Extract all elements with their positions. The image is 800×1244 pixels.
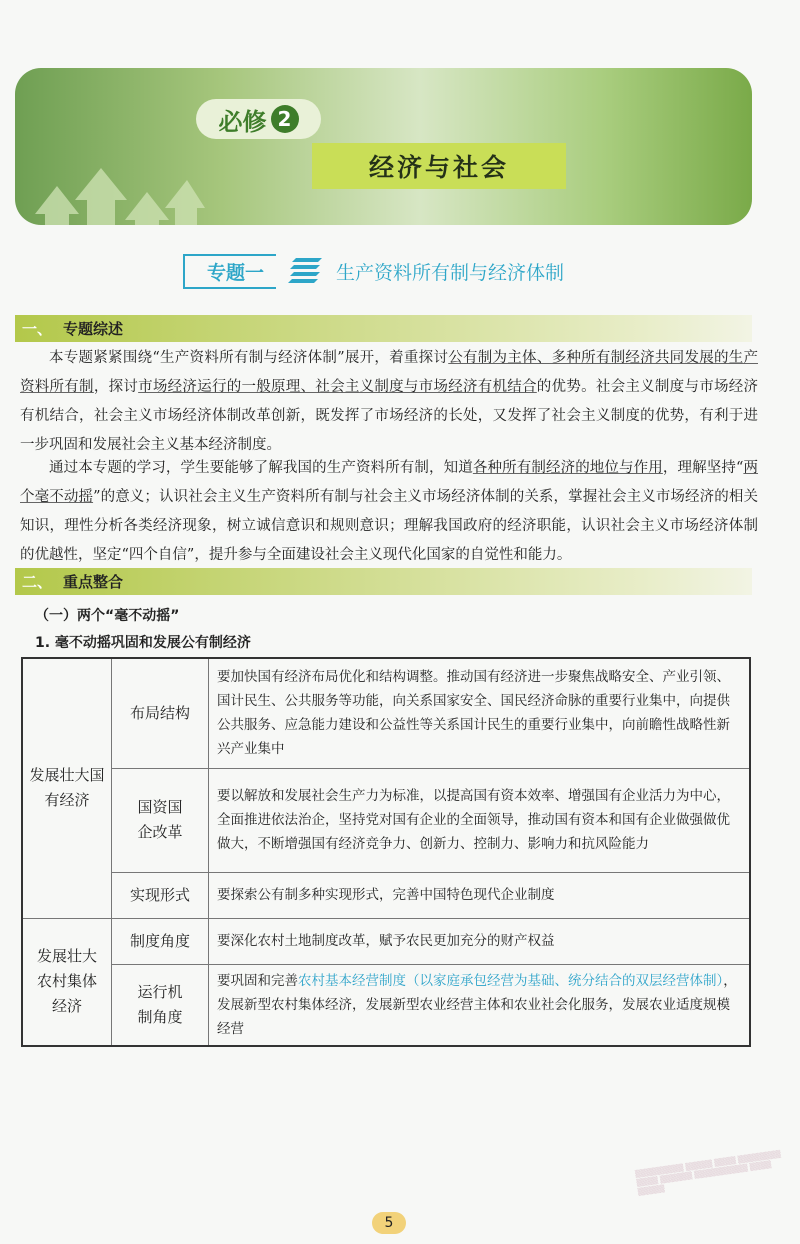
- badge-text: 必修: [218, 107, 267, 136]
- section-heading-overview: [15, 315, 752, 342]
- underlined-text: 两个毫不动摇: [20, 460, 759, 505]
- topic-title: 生产资料所有制与经济体制: [336, 261, 565, 284]
- underlined-text: 各种所有制经济的地位与作用: [472, 460, 663, 476]
- topic-label: 专题一: [183, 254, 276, 289]
- highlighted-text: 农村基本经营制度（以家庭承包经营为基础、统分结合的双层经营体制）: [298, 972, 724, 989]
- section-number: 二、: [21, 573, 52, 591]
- chapter-title: 经济与社会: [312, 143, 566, 189]
- text-run: 本专题紧紧围绕“生产资料所有制与经济体制”展开，着重探讨: [49, 350, 449, 366]
- aspect-cell: [112, 964, 209, 1046]
- text-run: 的优势。社会主义制度与市场经济有机结合，社会主义市场经济体制改革创新，既发挥了市场经济的长处，又发挥了社会主义制度的优势，有利于进一步巩固和发展社会主义基本经济制度。: [20, 379, 759, 453]
- subheading-two-unwavering: （一）两个“毫不动摇”: [35, 608, 180, 624]
- table-row: [22, 964, 750, 1046]
- underlined-text: 市场经济运行的一般原理、社会主义制度与市场经济有机结合: [138, 379, 537, 395]
- public-ownership-table: [21, 657, 751, 1047]
- section-number: 一、: [21, 320, 52, 338]
- table-row: [22, 918, 750, 964]
- faint-stamp-decoration: ▒▒▒▒▒▒▒▒▒ ▒▒▒▒▒ ▒▒▒▒ ▒▒▒▒▒▒▒▒ ▒▒▒▒ ▒▒▒▒▒▒ ▒▒▒▒▒▒▒▒▒▒ ▒▒▒▒ ▒▒▒▒▒: [634, 1150, 782, 1197]
- aspect-label: 运行机制角度: [137, 982, 183, 1026]
- content-cell: 要以解放和发展社会生产力为标准，以提高国有资本效率、增强国有企业活力为中心，全面推进依法治企，坚持党对国有企业的全面领导，推动国有资本和国有企业做强做优做大，不断增强国有经济竞争力、创新力、控制力、影响力和抗风险能力: [209, 768, 751, 872]
- table-row: [22, 768, 750, 872]
- text-run: 要巩固和完善: [217, 972, 298, 989]
- content-cell: [209, 964, 751, 1046]
- content-cell: 要深化农村土地制度改革，赋予农民更加充分的财产权益: [209, 918, 751, 964]
- topic-header: [183, 254, 603, 288]
- category-cell: 发展壮大国有经济: [22, 658, 112, 918]
- aspect-cell: 制度角度: [112, 918, 209, 964]
- table-row: [22, 872, 750, 918]
- section-title: 重点整合: [63, 573, 124, 591]
- overview-paragraph-1: [20, 344, 758, 460]
- text-run: ”的意义；认识社会主义生产资料所有制与社会主义市场经济体制的关系，掌握社会主义市场经济的相关知识，理性分析各类经济现象，树立诚信意识和规则意识；理解我国政府的经济职能，认识社会主义市场经济体制的优越性，坚定“四个自信”，提升参与全面建设社会主义现代化国家的自觉性和能力。: [20, 489, 758, 563]
- aspect-cell: 布局结构: [112, 658, 209, 768]
- badge-number: 2: [271, 105, 299, 133]
- text-run: ，理解坚持“: [662, 460, 744, 476]
- content-cell: 要加快国有经济布局优化和结构调整。推动国有经济进一步聚焦战略安全、产业引领、国计民生、公共服务等功能，向关系国家安全、国民经济命脉的重要行业集中，向提供公共服务、应急能力建设和公益性等关系国计民生的重要行业集中，向前瞻性战略性新兴产业集中: [209, 658, 751, 768]
- text-run: ，探讨: [93, 379, 139, 395]
- aspect-label: 国资国企改革: [137, 798, 183, 841]
- text-run: ，发展新型农村集体经济，发展新型农业经营主体和农业社会化服务，发展农业适度规模经营: [217, 972, 737, 1037]
- category-cell: [22, 918, 112, 1046]
- aspect-cell: [112, 768, 209, 872]
- stacked-lines-icon: [288, 256, 324, 286]
- content-cell: 要探索公有制多种实现形式，完善中国特色现代企业制度: [209, 872, 751, 918]
- subheading-public-ownership: 1. 毫不动摇巩固和发展公有制经济: [35, 635, 251, 651]
- table-row: [22, 658, 750, 768]
- course-badge: [196, 99, 321, 139]
- underlined-text: 公有制为主体、多种所有制经济共同发展的生产资料所有制: [20, 350, 758, 395]
- arrows-decoration-icon: [35, 164, 205, 225]
- section-heading-key-points: [15, 568, 752, 595]
- page-number: 5: [372, 1212, 406, 1234]
- category-label: 发展壮大农村集体经济: [36, 947, 97, 1016]
- aspect-cell: 实现形式: [112, 872, 209, 918]
- overview-paragraph-2: [20, 454, 758, 570]
- text-run: 通过本专题的学习，学生要能够了解我国的生产资料所有制，知道: [49, 460, 473, 476]
- section-title: 专题综述: [63, 320, 124, 338]
